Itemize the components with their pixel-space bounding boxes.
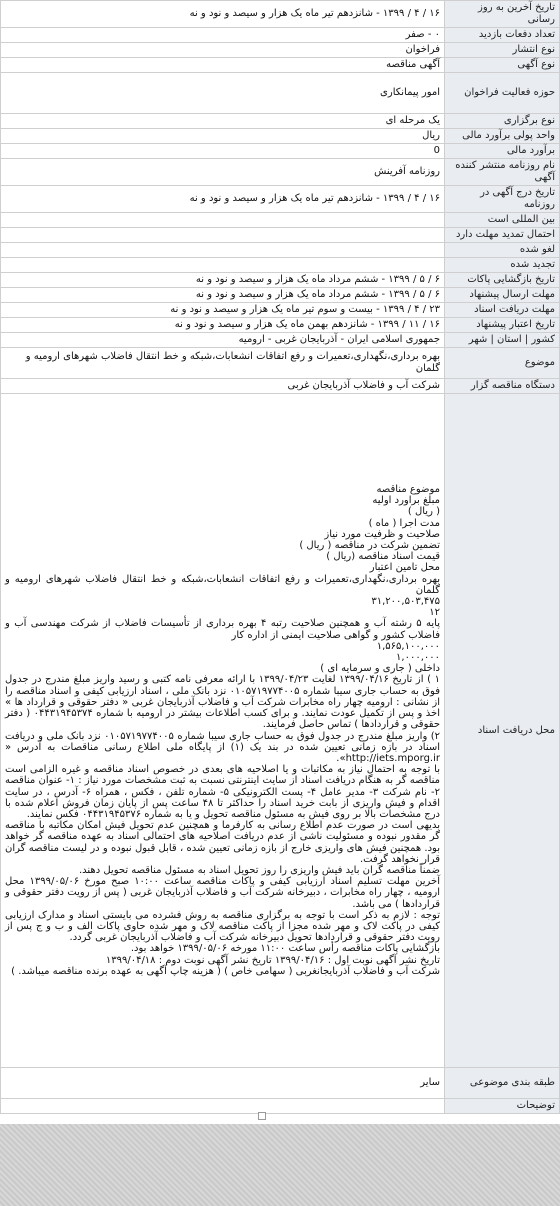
details-line: ۳۱,۲۰۰,۵۰۳,۴۷۵ bbox=[371, 596, 440, 608]
info-row-newspaper bbox=[1, 159, 560, 186]
details-line: بدیهی است در صورت عدم اطلاع رسانی به کارفرما و همچنین عدم تحویل فیش امکان مکاتبه با مناقصه گر مقدور نبوده و مسئولیت ناشی از عدم دریافت اصلاحیه های احتمالی اسناد به عهده مناقصه گر خواهد بود. همچنین فیش های واریزی خارج از بازه زمانی تعیین شده ، قابل قبول نبوده و در لیست مناقصه گران قرار نخواهد گرفت. bbox=[5, 820, 440, 865]
row-label: مهلت ارسال پیشنهاد bbox=[445, 288, 560, 303]
row-label: نام روزنامه منتشر کننده آگهی bbox=[445, 159, 560, 186]
row-value: ۱۶ / ۱۱ / ۱۳۹۹ - شانزدهم بهمن ماه یک هزار و سیصد و نود و نه bbox=[1, 318, 445, 333]
row-label: لغو شده bbox=[445, 243, 560, 258]
row-value: بهره برداری،نگهداری،تعمیرات و رفع اتفاقات انشعابات،شبکه و خط انتقال فاضلاب شهرهای ارومیه و گلمان bbox=[1, 348, 445, 379]
row-value: ۱۶ / ۴ / ۱۳۹۹ - شانزدهم تیر ماه یک هزار و سیصد و نود و نه bbox=[1, 1, 445, 28]
info-row-ad-type bbox=[1, 58, 560, 73]
details-line: موضوع مناقصه bbox=[376, 484, 440, 496]
page-marker-icon bbox=[258, 1112, 266, 1120]
details-line: ۲) واریز مبلغ مندرج در جدول فوق به حساب جاری سیبا شماره ۰۱۰۵۷۱۹۷۷۴۰۰۵ نزد بانک ملی و دریافت اسناد در بازه زمانی تعیین شده در بند یک (۱) از پایگاه ملی اطلاع رسانی مناقصات به آدرس « http://iets.mporg.ir». bbox=[5, 730, 441, 764]
info-row-opening-date bbox=[1, 273, 560, 288]
details-line: ( ریال ) bbox=[407, 506, 440, 518]
info-row-last-update bbox=[1, 1, 560, 28]
row-value: 0 bbox=[1, 144, 445, 159]
row-label: احتمال تمدید مهلت دارد bbox=[445, 228, 560, 243]
row-label: تاریخ درج آگهی در روزنامه bbox=[445, 186, 560, 213]
details-line: ۱۲ bbox=[429, 607, 440, 619]
details-line: ۱ ) از تاریخ ۱۳۹۹/۰۴/۱۶ لغایت ۱۳۹۹/۰۴/۲۳ با ارائه معرفی نامه کتبی و رسید واریز مبلغ مندرج در جدول فوق به حساب جاری سیبا شماره ۰۱۰۵۷۱۹۷۷۴۰۰۵ نزد بانک ملی ، اسناد ارزیابی کیفی و اسناد مناقصه را از نشانی : ارومیه چهار راه مخابرات شرکت آب و فاضلاب آذربایجان غربی « دفتر حقوقی و قرارداد ها » اخذ و پس از تکمیل عودت نمایند. و برای کسب اطلاعات بیشتر در ارومیه با شماره ۰۴۴۳۱۹۴۵۳۷۴ ( دفتر حقوقی و قراردادها ) تماس حاصل فرمایند. bbox=[5, 674, 441, 731]
info-row-documents-location bbox=[1, 394, 560, 1068]
row-value: جمهوری اسلامی ایران - آذربایجان غربی - ارومیه bbox=[1, 333, 445, 348]
row-label: تاریخ آخرین به روز رسانی bbox=[445, 1, 560, 28]
page-background-footer bbox=[0, 1124, 560, 1206]
row-label: برآورد مالی bbox=[445, 144, 560, 159]
row-value: امور پیمانکاری bbox=[1, 73, 445, 114]
info-row-submission-deadline bbox=[1, 288, 560, 303]
row-value bbox=[1, 258, 445, 273]
details-line: شرکت آب و فاضلاب آذربایجانغربی ( سهامی خاص ) ( هزینه چاپ آگهی به عهده برنده مناقصه میباشد. ) bbox=[11, 965, 440, 977]
info-row-international bbox=[1, 213, 560, 228]
info-row-offer-validity bbox=[1, 318, 560, 333]
row-label: مهلت دریافت اسناد bbox=[445, 303, 560, 318]
row-label: دستگاه مناقصه گزار bbox=[445, 379, 560, 394]
row-label: نوع انتشار bbox=[445, 43, 560, 58]
row-value: ریال bbox=[1, 129, 445, 144]
info-row-currency bbox=[1, 129, 560, 144]
row-value: ۲۳ / ۴ / ۱۳۹۹ - بیست و سوم تیر ماه یک هزار و سیصد و نود و نه bbox=[1, 303, 445, 318]
details-line: با توجه به احتمال نیاز به مکاتبات و یا اصلاحیه های بعدی در خصوص اسناد مناقصه و غیره الزامی است مناقصه گر به هنگام دریافت اسناد از سایت اینترنتی نسبت به ثبت مشخصات مورد نیاز : ۱- عنوان مناقصه ۲- نام شرکت ۳- مدیر عامل ۴- پست الکترونیکی ۵- شماره تلفن ، فکس ، همراه ۶- آدرس ، در سایت اقدام و فیش واریزی از بابت خرید اسناد را حداکثر تا ۴۸ ساعت پس از پایان زمان فروش اعلام شده با درج مشخصات بالا بر روی فیش به مسئول مناقصه تحویل و یا به شماره ۰۴۴۳۱۹۴۵۳۷۶ فکس نمایند. bbox=[5, 764, 440, 820]
row-label: توضیحات bbox=[445, 1099, 560, 1114]
details-line: مدت اجرا ( ماه ) bbox=[368, 517, 440, 529]
row-label: واحد پولی برآورد مالی bbox=[445, 129, 560, 144]
details-line: توجه : لازم به ذکر است با توجه به برگزاری مناقصه به روش فشرده می بایستی اسناد و مدارک ارزیابی کیفی در پاکت لاک و مهر شده مجزا از پاکت مناقصه لاک و مهر شده حاوی پاکات الف و ب و ج پس از رویت دفتر حقوقی و قراردادها تحویل دبیرخانه شرکت آب و فاضلاب آذربایجان غربی گردد. bbox=[5, 909, 440, 944]
details-line: صلاحیت و ظرفیت مورد نیاز bbox=[324, 528, 440, 540]
details-line: بهره برداری،نگهداری،تعمیرات و رفع اتفاقات انشعابات،شبکه و خط انتقال فاضلاب شهرهای ارومیه و گلمان bbox=[5, 573, 440, 596]
row-label: نوع برگزاری bbox=[445, 114, 560, 129]
row-label: تجدید شده bbox=[445, 258, 560, 273]
row-label: حوزه فعالیت فراخوان bbox=[445, 73, 560, 114]
info-row-location bbox=[1, 333, 560, 348]
row-value bbox=[1, 1099, 445, 1114]
row-value: ۱۶ / ۴ / ۱۳۹۹ - شانزدهم تیر ماه یک هزار و سیصد و نود و نه bbox=[1, 186, 445, 213]
details-line: محل تامین اعتبار bbox=[369, 562, 440, 574]
row-value: روزنامه آفرینش bbox=[1, 159, 445, 186]
details-line: تاریخ نشر آگهی نوبت اول : ۱۳۹۹/۰۴/۱۶ تاریخ نشر آگهی نوبت دوم : ۱۳۹۹/۰۴/۱۸ bbox=[105, 954, 440, 966]
row-value: ۰ - صفر bbox=[1, 28, 445, 43]
info-row-estimate bbox=[1, 144, 560, 159]
documents-details bbox=[1, 394, 445, 1068]
details-line: داخلی ( جاری و سرمایه ای ) bbox=[320, 663, 440, 675]
row-label: محل دریافت اسناد bbox=[445, 394, 560, 1068]
row-value: یک مرحله ای bbox=[1, 114, 445, 129]
row-value: ۶ / ۵ / ۱۳۹۹ - ششم مرداد ماه یک هزار و سیصد و نود و نه bbox=[1, 273, 445, 288]
details-line: قیمت اسناد مناقصه (ریال ) bbox=[326, 551, 440, 563]
row-value: فراخوان bbox=[1, 43, 445, 58]
details-text-block bbox=[5, 484, 440, 977]
info-row-category bbox=[1, 1068, 560, 1099]
row-value: شرکت آب و فاضلاب آذربایجان غربی bbox=[1, 379, 445, 394]
row-label: نوع آگهی bbox=[445, 58, 560, 73]
details-line: بازگشایی پاکات مناقصه رأس ساعت ۱۱:۰۰ مورخه ۱۳۹۹/۰۵/۰۶ خواهد بود. bbox=[130, 943, 440, 955]
info-row-extension bbox=[1, 228, 560, 243]
info-row-notes bbox=[1, 1099, 560, 1114]
info-row-visit-count bbox=[1, 28, 560, 43]
row-value bbox=[1, 243, 445, 258]
row-label: تاریخ بازگشایی پاکات bbox=[445, 273, 560, 288]
row-label: تعداد دفعات بازدید bbox=[445, 28, 560, 43]
info-row-activity-field bbox=[1, 73, 560, 114]
row-value bbox=[1, 213, 445, 228]
info-row-newspaper-date bbox=[1, 186, 560, 213]
row-label: طبقه بندی موضوعی bbox=[445, 1068, 560, 1099]
row-label: تاریخ اعتبار پیشنهاد bbox=[445, 318, 560, 333]
details-line: مبلغ براورد اولیه bbox=[372, 495, 440, 507]
details-line: ضمناً مناقصه گران باید فیش واریزی را روز تحویل اسناد به مسئول مناقصه تحویل دهند. bbox=[78, 864, 440, 876]
info-row-renewed bbox=[1, 258, 560, 273]
info-row-organization bbox=[1, 379, 560, 394]
info-row-publish-type bbox=[1, 43, 560, 58]
row-value: آگهی مناقصه bbox=[1, 58, 445, 73]
details-line: آخرین مهلت تسلیم اسناد ارزیابی کیفی و پاکات مناقصه ساعت ۱۰:۰۰ صبح مورخ ۱۳۹۹/۰۵/۰۶ محل ارومیه ، چهار راه مخابرات ، دبیرخانه شرکت آب و فاضلاب آذربایجان غربی ( پس از رویت دفتر حقوقی و قراردادها ) می باشد. bbox=[5, 876, 440, 910]
row-label: موضوع bbox=[445, 348, 560, 379]
details-line: ۱,۰۰۰,۰۰۰ bbox=[396, 652, 440, 664]
info-row-documents-deadline bbox=[1, 303, 560, 318]
row-value: ۶ / ۵ / ۱۳۹۹ - ششم مرداد ماه یک هزار و سیصد و نود و نه bbox=[1, 288, 445, 303]
info-row-cancelled bbox=[1, 243, 560, 258]
row-value bbox=[1, 228, 445, 243]
info-row-subject bbox=[1, 348, 560, 379]
row-label: کشور | استان | شهر bbox=[445, 333, 560, 348]
details-line: تضمین شرکت در مناقصه ( ریال ) bbox=[299, 540, 440, 552]
row-label: بین المللی است bbox=[445, 213, 560, 228]
info-row-holding-type bbox=[1, 114, 560, 129]
details-line: پایه ۵ رشته آب و همچنین صلاحیت رتبه ۴ بهره برداری از تأسیسات فاضلاب از شرکت مهندسی آب و فاضلاب کشور و گواهی صلاحیت ایمنی از اداره کار bbox=[5, 618, 441, 641]
details-line: ۱,۵۶۵,۱۰۰,۰۰۰ bbox=[376, 640, 440, 652]
row-value: سایر bbox=[1, 1068, 445, 1099]
